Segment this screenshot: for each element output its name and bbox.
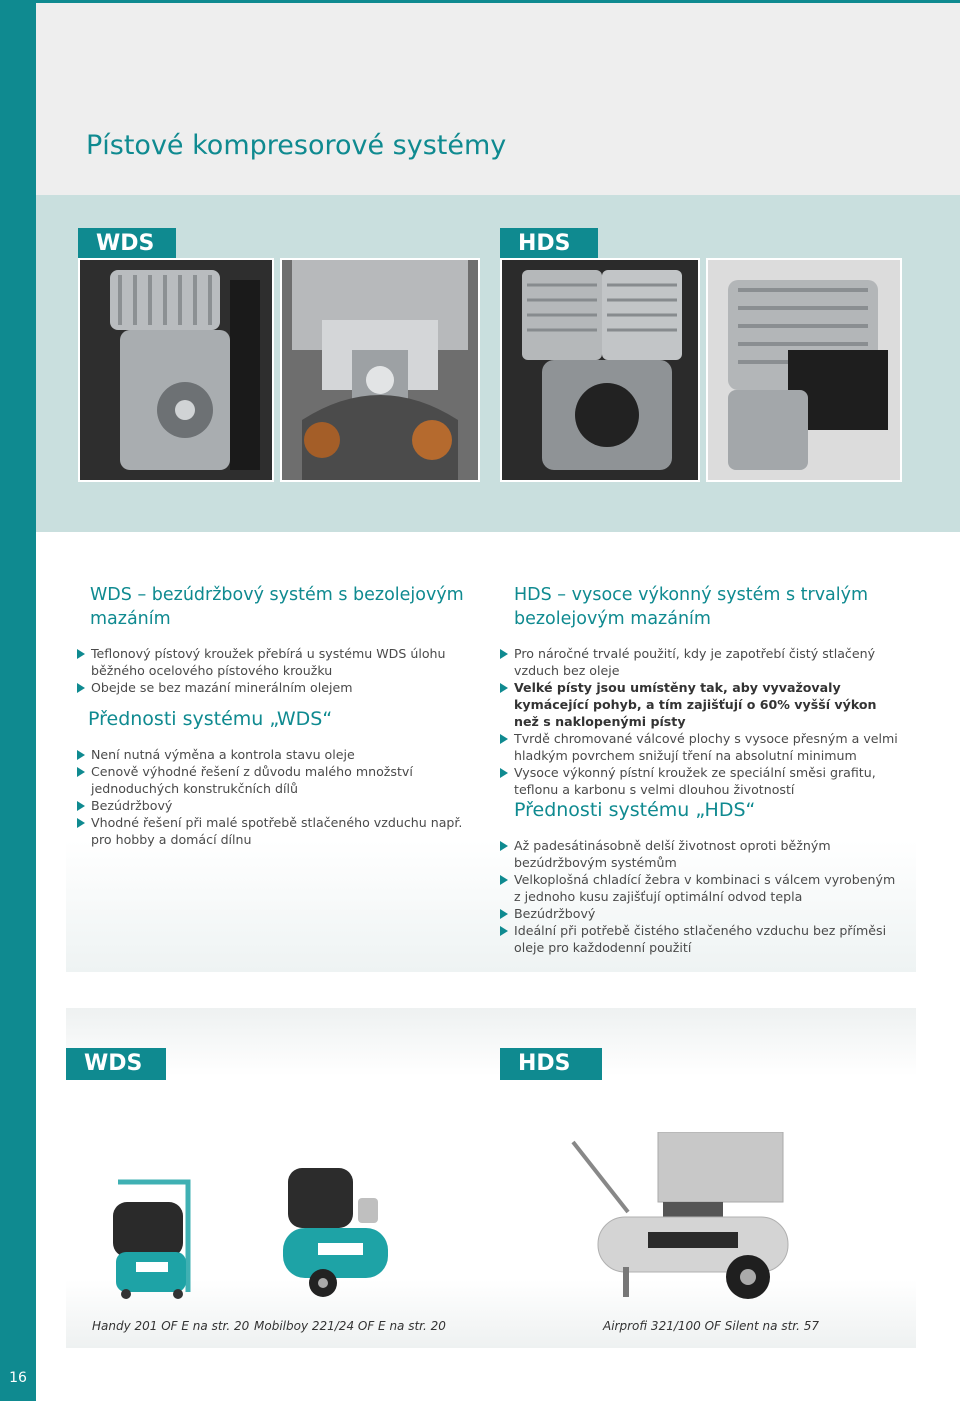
list-item: Velkoplošná chladící žebra v kombinaci s válcem vyrobeným z jednoho kusu zajišťují optimální odvod tepla	[498, 871, 900, 905]
hds-cooling-fins-photo	[706, 258, 902, 482]
hds-feature-list	[498, 645, 900, 798]
list-item: Vhodné řešení při malé spotřebě stlačeného vzduchu např. pro hobby a domácí dílnu	[75, 814, 485, 848]
wds-product-tag: WDS	[66, 1048, 166, 1080]
header-rule	[36, 0, 960, 3]
list-item: Teflonový pístový kroužek přebírá u systému WDS úlohu běžného ocelového pístového kroužku	[75, 645, 485, 679]
page-sidebar	[0, 0, 36, 1401]
list-item: Pro náročné trvalé použití, kdy je zapotřebí čistý stlačený vzduch bez oleje	[498, 645, 900, 679]
list-item: Až padesátinásobně delší životnost oproti běžným bezúdržbovým systémům	[498, 837, 900, 871]
hds-advantages-list	[498, 837, 900, 956]
hds-heading-line2: bezolejovým mazáním	[514, 609, 711, 629]
list-item: Ideální při potřebě čistého stlačeného vzduchu bez příměsi oleje pro každodenní použití	[498, 922, 900, 956]
hds-advantages-title: Přednosti systému „HDS“	[514, 799, 756, 821]
list-item: Vysoce výkonný pístní kroužek ze speciální směsi grafitu, teflonu a karbonu s velmi dlouhou životností	[498, 764, 900, 798]
hds-heading	[514, 583, 914, 631]
header-band	[36, 0, 960, 195]
list-item: Bezúdržbový	[498, 905, 900, 922]
caption-mobilboy: Mobilboy 221/24 OF E na str. 20	[254, 1319, 446, 1333]
list-item: Obejde se bez mazání minerálním olejem	[75, 679, 485, 696]
hds-product-tag: HDS	[500, 1048, 602, 1080]
page-title: Pístové kompresorové systémy	[86, 130, 507, 161]
wds-tag: WDS	[78, 228, 176, 260]
hds-twin-cylinder-photo	[500, 258, 700, 482]
wds-advantages-title: Přednosti systému „WDS“	[88, 708, 333, 730]
list-item: Není nutná výměna a kontrola stavu oleje	[75, 746, 485, 763]
list-item: Tvrdě chromované válcové plochy s vysoce přesným a velmi hladkým povrchem snižují tření na absolutní minimum	[498, 730, 900, 764]
handy-compressor-image	[108, 1172, 198, 1300]
wds-heading	[90, 583, 490, 631]
wds-advantages-list	[75, 746, 485, 848]
caption-airprofi: Airprofi 321/100 OF Silent na str. 57	[603, 1319, 820, 1333]
hds-tag: HDS	[500, 228, 598, 260]
page-number: 16	[9, 1370, 27, 1386]
caption-handy: Handy 201 OF E na str. 20	[92, 1319, 250, 1333]
list-item: Velké písty jsou umístěny tak, aby vyvažovaly kymácející pohyb, a tím zajišťují o 60% vyšší výkon než s naklopenými písty	[498, 679, 900, 730]
list-item: Bezúdržbový	[75, 797, 485, 814]
mobilboy-compressor-image	[278, 1163, 398, 1301]
wds-feature-list	[75, 645, 485, 696]
wds-piston-cutaway-photo	[280, 258, 480, 482]
hds-heading-line1: HDS – vysoce výkonný systém s trvalým	[514, 585, 869, 605]
list-item: Cenově výhodné řešení z důvodu malého množství jednoduchých konstrukčních dílů	[75, 763, 485, 797]
wds-heading-line2: mazáním	[90, 609, 171, 629]
wds-heading-line1: WDS – bezúdržbový systém s bezolejovým	[90, 585, 464, 605]
wds-cylinder-photo	[78, 258, 274, 482]
airprofi-compressor-image	[568, 1132, 790, 1302]
